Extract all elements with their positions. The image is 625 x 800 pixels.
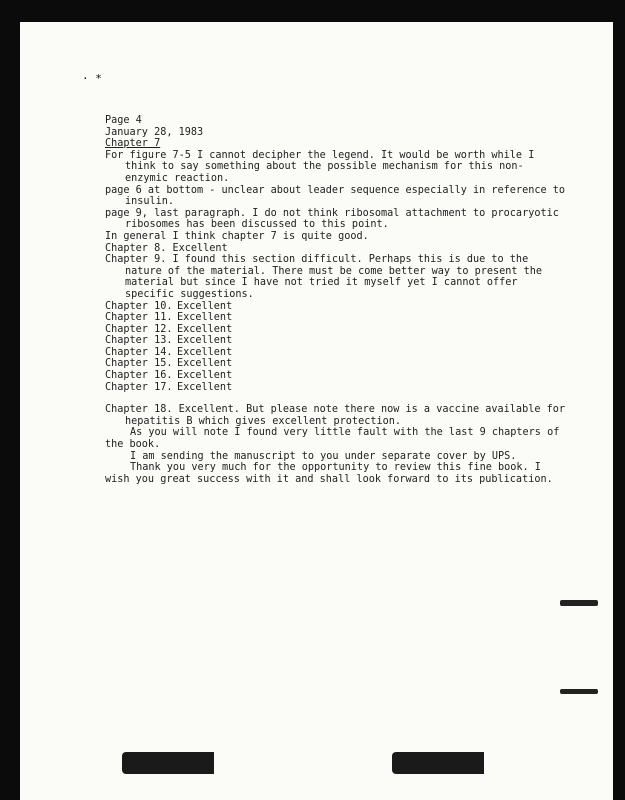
comment-paragraph: For figure 7-5 I cannot decipher the legend. It would be worth while I think to say something about the possible mechanism for this non-enzymic reaction. (105, 149, 535, 184)
page-number: Page 4 (105, 115, 142, 126)
closing-paragraph: I am sending the manuscript to you under separate cover by UPS. (130, 450, 517, 462)
chapter-rating-row (105, 301, 565, 313)
comment-paragraph: page 9, last paragraph. I do not think ribosomal attachment to procaryotic ribosomes has been discussed to this point. (105, 207, 559, 231)
chapter-rating-row (105, 324, 565, 336)
letter-body (105, 115, 565, 485)
margin-marks: · * (82, 72, 102, 85)
chapter-label: Chapter 11. (105, 312, 173, 324)
chapter-rating-list (105, 301, 565, 394)
chapter-label: Chapter 16. (105, 370, 173, 382)
scan-strip-right (392, 752, 484, 774)
chapter-label: Chapter 13. (105, 335, 173, 347)
chapter-rating: Excellent (177, 323, 233, 335)
chapter-label: Chapter 17. (105, 381, 173, 393)
comment-paragraph: Chapter 9. I found this section difficult. Perhaps this is due to the nature of the material. There must be come better way to present the material but since I have not tried it myself yet I cannot offer specific suggestions. (105, 254, 543, 300)
chapter-rating: Excellent (177, 381, 233, 393)
chapter-rating-row (105, 370, 565, 382)
chapter-label: Chapter 10. (105, 300, 173, 312)
chapter-rating-row (105, 335, 565, 347)
chapter-rating-row (105, 347, 565, 359)
chapter18-paragraph: Chapter 18. Excellent. But please note there now is a vaccine available for hepatitis B which gives excellent protection. (105, 404, 566, 427)
chapter-rating: Excellent (177, 346, 233, 358)
chapter-label: Chapter 14. (105, 346, 173, 358)
chapter-label: Chapter 15. (105, 358, 173, 370)
chapter-rating: Excellent (177, 358, 233, 370)
letter-date: January 28, 1983 (105, 126, 204, 138)
comment-paragraph: page 6 at bottom - unclear about leader sequence especially in reference to insulin. (105, 184, 566, 208)
closing-paragraph: As you will note I found very little fault with the last 9 chapters of the book. (105, 427, 560, 451)
chapter-rating: Excellent (177, 312, 233, 324)
chapter-rating-row (105, 382, 565, 394)
chapter-rating: Excellent (177, 300, 233, 312)
chapter-rating-row (105, 312, 565, 324)
chapter-rating-row (105, 358, 565, 370)
section-title: Chapter 7 (105, 138, 161, 150)
chapter-rating: Excellent (177, 370, 233, 382)
chapter-label: Chapter 12. (105, 323, 173, 335)
comment-paragraph: In general I think chapter 7 is quite good. (105, 230, 369, 242)
binder-clip-mark (560, 600, 598, 606)
comment-paragraph: Chapter 8. Excellent (105, 242, 228, 254)
scan-strip-left (122, 752, 214, 774)
binder-clip-mark (560, 689, 598, 694)
chapter-rating: Excellent (177, 335, 233, 347)
document-page (20, 22, 613, 800)
closing-paragraph: Thank you very much for the opportunity to review this fine book. I wish you great success with it and shall look forward to its publication. (105, 462, 553, 485)
